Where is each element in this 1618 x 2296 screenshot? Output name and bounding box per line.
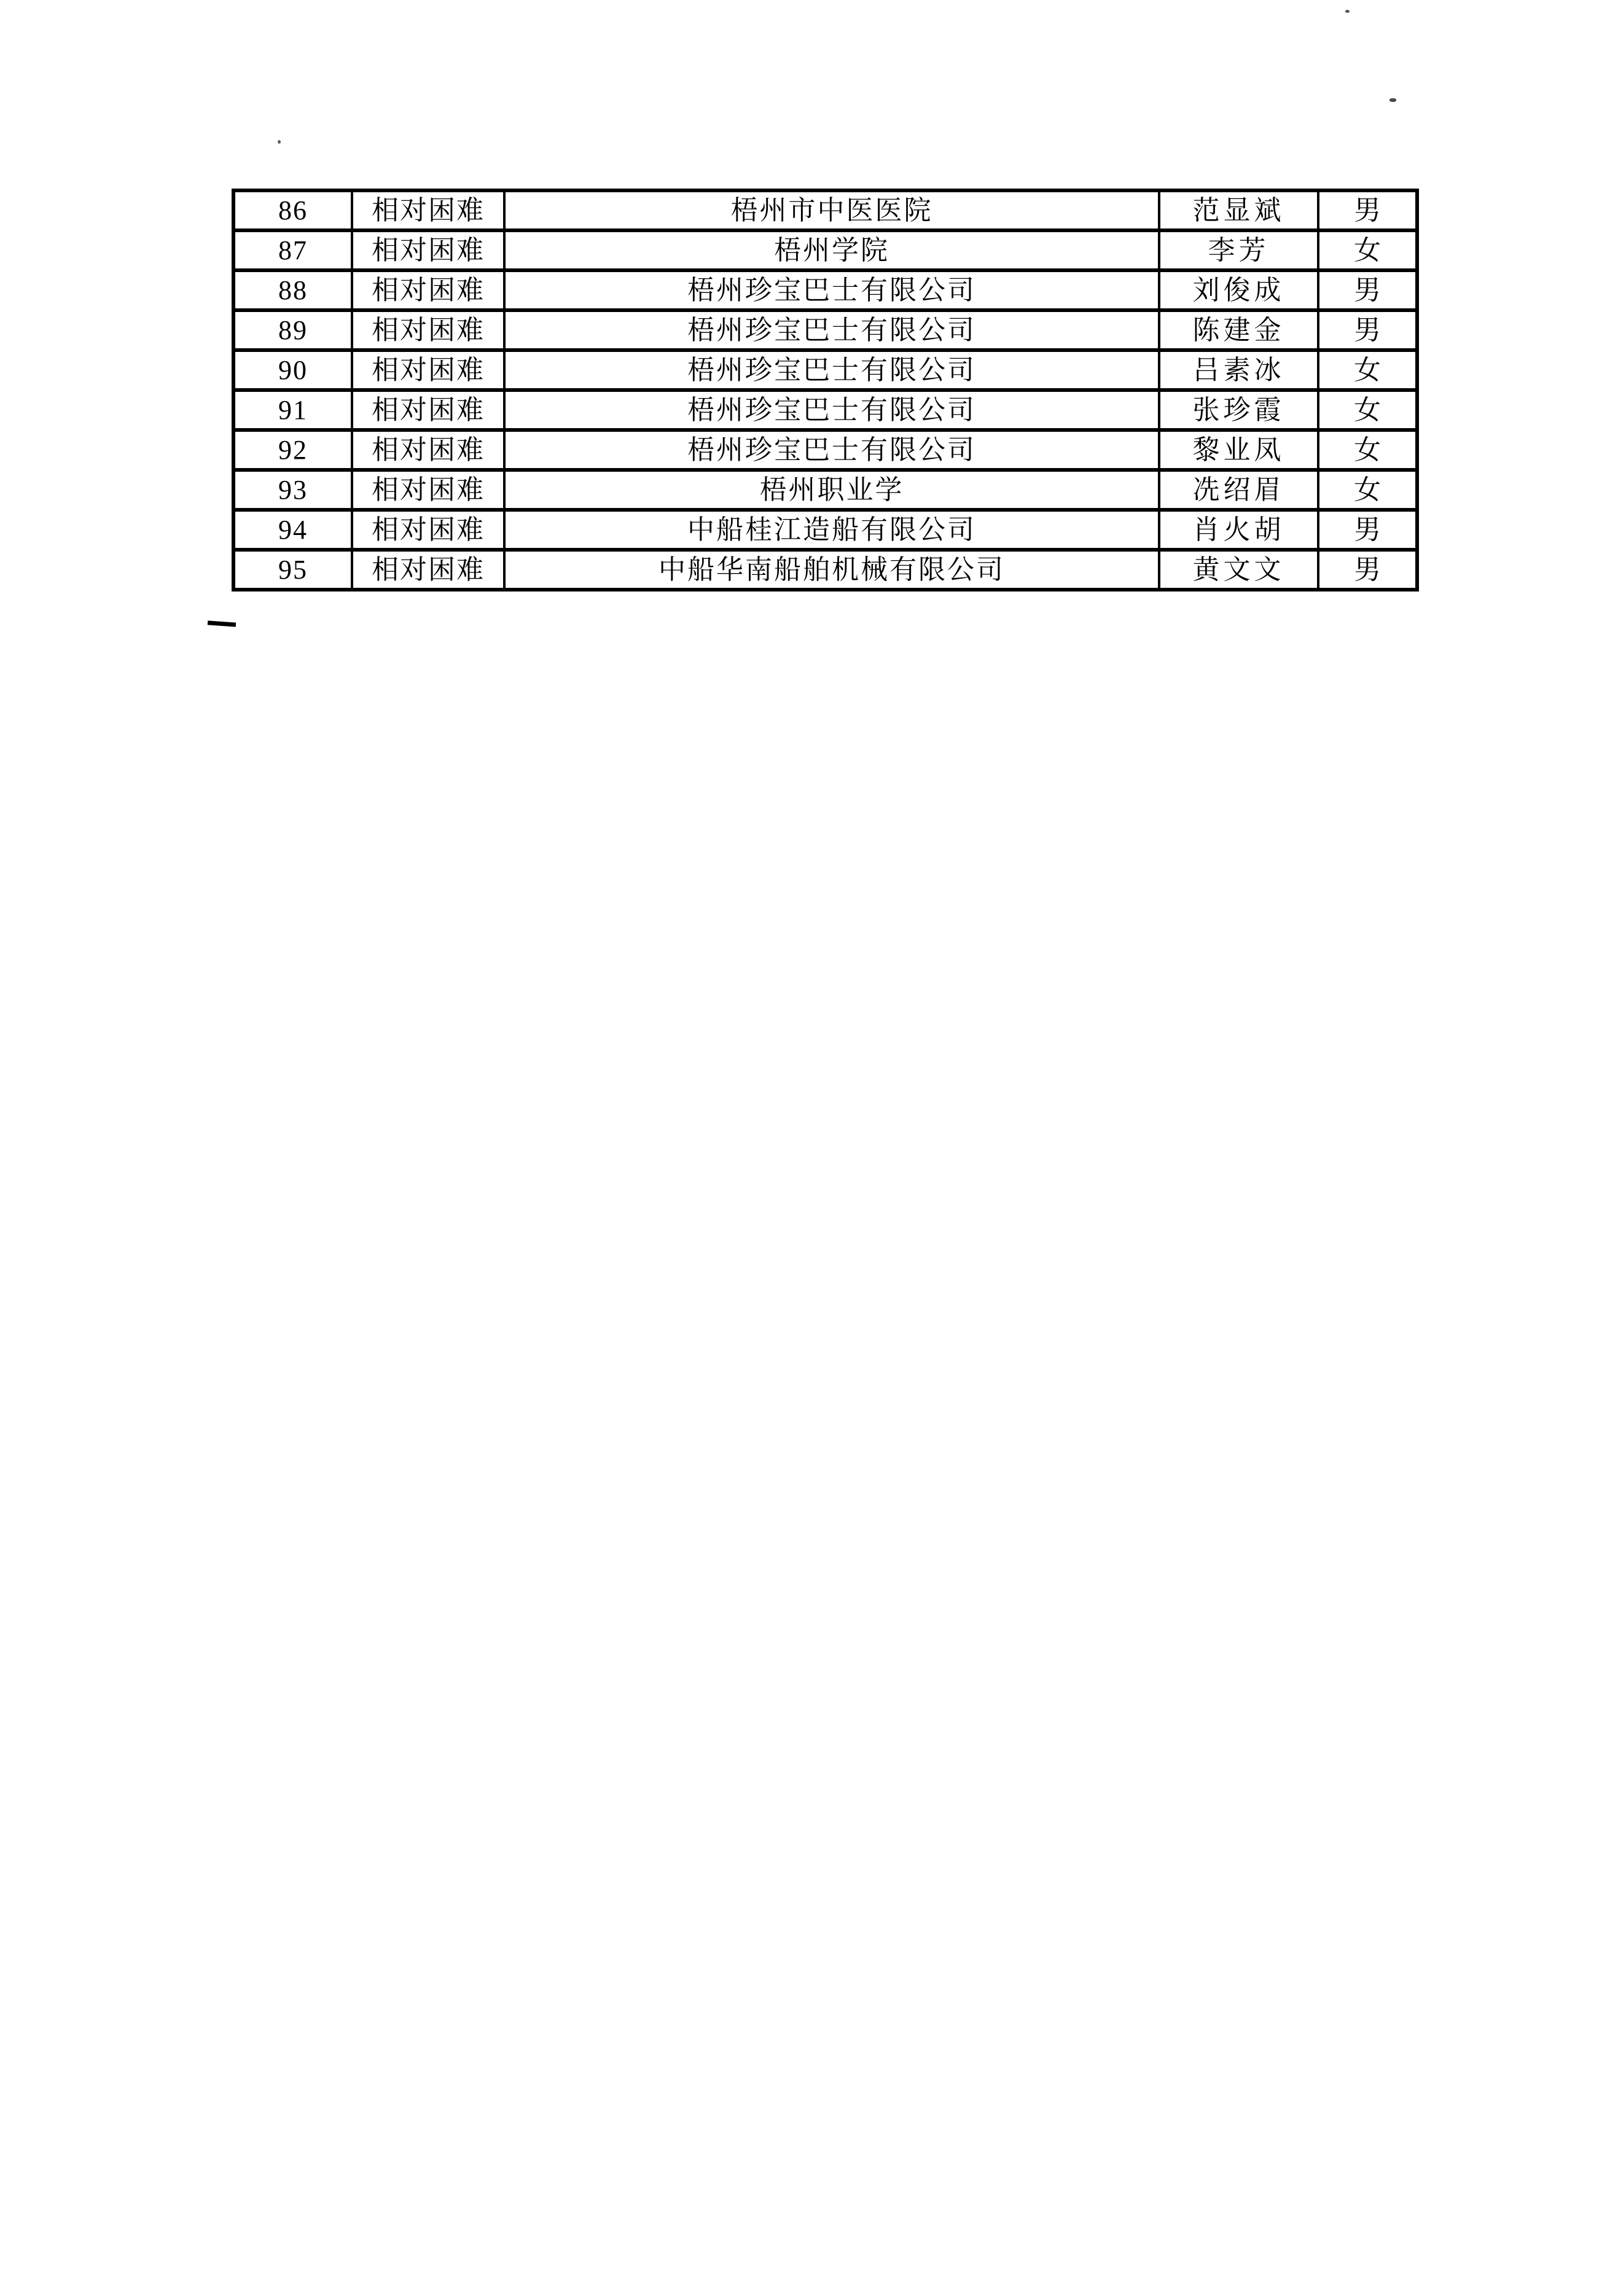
row-number-cell: 94 xyxy=(233,510,352,550)
scan-speck xyxy=(1345,10,1350,13)
table-row xyxy=(233,390,1417,430)
table-row xyxy=(233,310,1417,350)
gender-cell: 男 xyxy=(1318,190,1417,230)
difficulty-status-cell: 相对困难 xyxy=(352,510,504,550)
scan-line-artifact xyxy=(208,620,236,627)
difficulty-status-cell: 相对困难 xyxy=(352,390,504,430)
organization-cell: 梧州珍宝巴士有限公司 xyxy=(504,430,1159,470)
table-row xyxy=(233,550,1417,590)
gender-cell: 女 xyxy=(1318,350,1417,390)
organization-cell: 梧州学院 xyxy=(504,230,1159,270)
difficulty-roster-table xyxy=(232,189,1419,592)
difficulty-status-cell: 相对困难 xyxy=(352,350,504,390)
organization-cell: 梧州珍宝巴士有限公司 xyxy=(504,350,1159,390)
gender-cell: 女 xyxy=(1318,390,1417,430)
row-number-cell: 93 xyxy=(233,470,352,510)
person-name-cell: 李芳 xyxy=(1159,230,1318,270)
row-number-cell: 90 xyxy=(233,350,352,390)
difficulty-status-cell: 相对困难 xyxy=(352,430,504,470)
row-number-cell: 87 xyxy=(233,230,352,270)
gender-cell: 男 xyxy=(1318,550,1417,590)
row-number-cell: 92 xyxy=(233,430,352,470)
organization-cell: 梧州市中医医院 xyxy=(504,190,1159,230)
difficulty-status-cell: 相对困难 xyxy=(352,190,504,230)
person-name-cell: 肖火胡 xyxy=(1159,510,1318,550)
organization-cell: 梧州珍宝巴士有限公司 xyxy=(504,270,1159,310)
row-number-cell: 95 xyxy=(233,550,352,590)
organization-cell: 梧州职业学 xyxy=(504,470,1159,510)
difficulty-status-cell: 相对困难 xyxy=(352,550,504,590)
gender-cell: 女 xyxy=(1318,470,1417,510)
table-row xyxy=(233,230,1417,270)
person-name-cell: 冼绍眉 xyxy=(1159,470,1318,510)
table-row xyxy=(233,350,1417,390)
organization-cell: 中船桂江造船有限公司 xyxy=(504,510,1159,550)
roster-body xyxy=(233,190,1417,590)
person-name-cell: 范显斌 xyxy=(1159,190,1318,230)
gender-cell: 女 xyxy=(1318,230,1417,270)
person-name-cell: 黄文文 xyxy=(1159,550,1318,590)
table-row xyxy=(233,510,1417,550)
table-row xyxy=(233,270,1417,310)
scan-speck xyxy=(278,140,281,144)
row-number-cell: 91 xyxy=(233,390,352,430)
difficulty-status-cell: 相对困难 xyxy=(352,310,504,350)
row-number-cell: 89 xyxy=(233,310,352,350)
organization-cell: 梧州珍宝巴士有限公司 xyxy=(504,310,1159,350)
organization-cell: 中船华南船舶机械有限公司 xyxy=(504,550,1159,590)
person-name-cell: 陈建金 xyxy=(1159,310,1318,350)
gender-cell: 女 xyxy=(1318,430,1417,470)
scan-speck xyxy=(1389,98,1396,102)
row-number-cell: 86 xyxy=(233,190,352,230)
difficulty-status-cell: 相对困难 xyxy=(352,230,504,270)
person-name-cell: 吕素冰 xyxy=(1159,350,1318,390)
table-row xyxy=(233,470,1417,510)
person-name-cell: 黎业凤 xyxy=(1159,430,1318,470)
difficulty-status-cell: 相对困难 xyxy=(352,470,504,510)
person-name-cell: 张珍霞 xyxy=(1159,390,1318,430)
table-row xyxy=(233,430,1417,470)
gender-cell: 男 xyxy=(1318,510,1417,550)
difficulty-status-cell: 相对困难 xyxy=(352,270,504,310)
gender-cell: 男 xyxy=(1318,270,1417,310)
table-row xyxy=(233,190,1417,230)
organization-cell: 梧州珍宝巴士有限公司 xyxy=(504,390,1159,430)
person-name-cell: 刘俊成 xyxy=(1159,270,1318,310)
gender-cell: 男 xyxy=(1318,310,1417,350)
row-number-cell: 88 xyxy=(233,270,352,310)
